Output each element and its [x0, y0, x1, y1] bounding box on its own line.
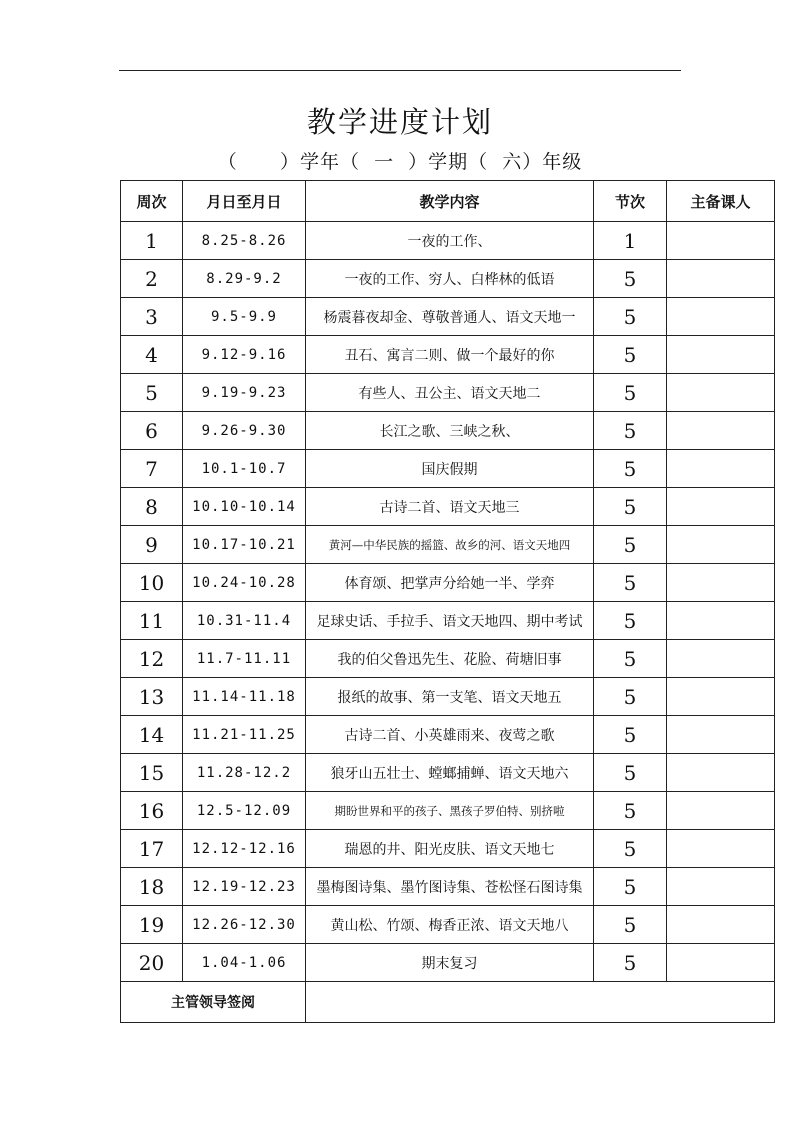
- preparer-cell: [667, 716, 775, 754]
- date-range-cell: 10.10-10.14: [183, 488, 306, 526]
- content-cell: 足球史话、手拉手、语文天地四、期中考试: [306, 602, 594, 640]
- header-preparer: 主备课人: [667, 181, 775, 222]
- week-cell: 15: [121, 754, 183, 792]
- week-cell: 16: [121, 792, 183, 830]
- week-cell: 8: [121, 488, 183, 526]
- header-content: 教学内容: [306, 181, 594, 222]
- preparer-cell: [667, 260, 775, 298]
- periods-cell: 5: [594, 640, 667, 678]
- top-rule: [119, 70, 681, 71]
- week-cell: 10: [121, 564, 183, 602]
- table-row: [121, 830, 775, 868]
- week-cell: 18: [121, 868, 183, 906]
- content-cell: 墨梅图诗集、墨竹图诗集、苍松怪石图诗集: [306, 868, 594, 906]
- week-cell: 2: [121, 260, 183, 298]
- date-range-cell: 11.7-11.11: [183, 640, 306, 678]
- date-range-cell: 11.28-12.2: [183, 754, 306, 792]
- periods-cell: 5: [594, 526, 667, 564]
- content-cell: 杨震暮夜却金、尊敬普通人、语文天地一: [306, 298, 594, 336]
- header-periods: 节次: [594, 181, 667, 222]
- table-row: [121, 298, 775, 336]
- week-cell: 5: [121, 374, 183, 412]
- date-range-cell: 1.04-1.06: [183, 944, 306, 982]
- periods-cell: 5: [594, 868, 667, 906]
- preparer-cell: [667, 906, 775, 944]
- date-range-cell: 9.19-9.23: [183, 374, 306, 412]
- table-row: [121, 450, 775, 488]
- table-row: [121, 678, 775, 716]
- preparer-cell: [667, 678, 775, 716]
- table-row: [121, 602, 775, 640]
- content-cell: 黄河—中华民族的摇篮、故乡的河、语文天地四: [306, 526, 594, 564]
- preparer-cell: [667, 602, 775, 640]
- week-cell: 11: [121, 602, 183, 640]
- content-cell: 黄山松、竹颂、梅香正浓、语文天地八: [306, 906, 594, 944]
- preparer-cell: [667, 640, 775, 678]
- table-row: [121, 488, 775, 526]
- sign-row: [121, 982, 775, 1023]
- periods-cell: 5: [594, 564, 667, 602]
- week-cell: 7: [121, 450, 183, 488]
- page-subtitle: （ ）学年（ 一 ）学期（ 六）年级: [217, 151, 583, 173]
- date-range-cell: 10.31-11.4: [183, 602, 306, 640]
- preparer-cell: [667, 868, 775, 906]
- content-cell: 有些人、丑公主、语文天地二: [306, 374, 594, 412]
- date-range-cell: 12.5-12.09: [183, 792, 306, 830]
- date-range-cell: 9.26-9.30: [183, 412, 306, 450]
- table-header-row: [121, 181, 775, 222]
- preparer-cell: [667, 412, 775, 450]
- table-row: [121, 412, 775, 450]
- date-range-cell: 8.29-9.2: [183, 260, 306, 298]
- table-row: [121, 526, 775, 564]
- table-row: [121, 222, 775, 260]
- date-range-cell: 10.17-10.21: [183, 526, 306, 564]
- table-row: [121, 336, 775, 374]
- sign-field: [306, 982, 775, 1023]
- teaching-plan-table: [120, 180, 775, 1023]
- content-cell: 狼牙山五壮士、螳螂捕蝉、语文天地六: [306, 754, 594, 792]
- periods-cell: 5: [594, 450, 667, 488]
- content-cell: 我的伯父鲁迅先生、花脸、荷塘旧事: [306, 640, 594, 678]
- content-cell: 古诗二首、小英雄雨来、夜莺之歌: [306, 716, 594, 754]
- periods-cell: 5: [594, 336, 667, 374]
- week-cell: 9: [121, 526, 183, 564]
- content-cell: 长江之歌、三峡之秋、: [306, 412, 594, 450]
- week-cell: 4: [121, 336, 183, 374]
- table-row: [121, 906, 775, 944]
- table-body: [121, 222, 775, 982]
- week-cell: 13: [121, 678, 183, 716]
- preparer-cell: [667, 374, 775, 412]
- periods-cell: 5: [594, 298, 667, 336]
- table-row: [121, 944, 775, 982]
- preparer-cell: [667, 298, 775, 336]
- preparer-cell: [667, 792, 775, 830]
- week-cell: 20: [121, 944, 183, 982]
- periods-cell: 5: [594, 830, 667, 868]
- content-cell: 丑石、寓言二则、做一个最好的你: [306, 336, 594, 374]
- periods-cell: 5: [594, 792, 667, 830]
- date-range-cell: 10.1-10.7: [183, 450, 306, 488]
- week-cell: 1: [121, 222, 183, 260]
- week-cell: 12: [121, 640, 183, 678]
- preparer-cell: [667, 488, 775, 526]
- periods-cell: 5: [594, 906, 667, 944]
- date-range-cell: 11.14-11.18: [183, 678, 306, 716]
- periods-cell: 5: [594, 260, 667, 298]
- table-row: [121, 792, 775, 830]
- page-title: 教学进度计划: [306, 105, 493, 139]
- content-cell: 瑞恩的井、阳光皮肤、语文天地七: [306, 830, 594, 868]
- week-cell: 17: [121, 830, 183, 868]
- periods-cell: 5: [594, 754, 667, 792]
- date-range-cell: 9.5-9.9: [183, 298, 306, 336]
- date-range-cell: 8.25-8.26: [183, 222, 306, 260]
- preparer-cell: [667, 830, 775, 868]
- table-row: [121, 260, 775, 298]
- content-cell: 体育颂、把掌声分给她一半、学弈: [306, 564, 594, 602]
- sign-label: 主管领导签阅: [121, 982, 306, 1023]
- content-cell: 一夜的工作、穷人、白桦林的低语: [306, 260, 594, 298]
- periods-cell: 1: [594, 222, 667, 260]
- content-cell: 期盼世界和平的孩子、黑孩子罗伯特、别挤啦: [306, 792, 594, 830]
- date-range-cell: 12.19-12.23: [183, 868, 306, 906]
- periods-cell: 5: [594, 374, 667, 412]
- table-row: [121, 868, 775, 906]
- table-row: [121, 564, 775, 602]
- preparer-cell: [667, 450, 775, 488]
- date-range-cell: 11.21-11.25: [183, 716, 306, 754]
- periods-cell: 5: [594, 716, 667, 754]
- content-cell: 一夜的工作、: [306, 222, 594, 260]
- table-row: [121, 716, 775, 754]
- preparer-cell: [667, 222, 775, 260]
- preparer-cell: [667, 526, 775, 564]
- preparer-cell: [667, 944, 775, 982]
- header-dates: 月日至月日: [183, 181, 306, 222]
- date-range-cell: 9.12-9.16: [183, 336, 306, 374]
- week-cell: 3: [121, 298, 183, 336]
- preparer-cell: [667, 336, 775, 374]
- date-range-cell: 12.26-12.30: [183, 906, 306, 944]
- week-cell: 6: [121, 412, 183, 450]
- content-cell: 古诗二首、语文天地三: [306, 488, 594, 526]
- table-row: [121, 640, 775, 678]
- date-range-cell: 12.12-12.16: [183, 830, 306, 868]
- periods-cell: 5: [594, 944, 667, 982]
- content-cell: 国庆假期: [306, 450, 594, 488]
- week-cell: 14: [121, 716, 183, 754]
- header-week: 周次: [121, 181, 183, 222]
- content-cell: 报纸的故事、第一支笔、语文天地五: [306, 678, 594, 716]
- periods-cell: 5: [594, 488, 667, 526]
- preparer-cell: [667, 564, 775, 602]
- table-row: [121, 374, 775, 412]
- date-range-cell: 10.24-10.28: [183, 564, 306, 602]
- preparer-cell: [667, 754, 775, 792]
- content-cell: 期末复习: [306, 944, 594, 982]
- periods-cell: 5: [594, 412, 667, 450]
- periods-cell: 5: [594, 602, 667, 640]
- periods-cell: 5: [594, 678, 667, 716]
- table-row: [121, 754, 775, 792]
- week-cell: 19: [121, 906, 183, 944]
